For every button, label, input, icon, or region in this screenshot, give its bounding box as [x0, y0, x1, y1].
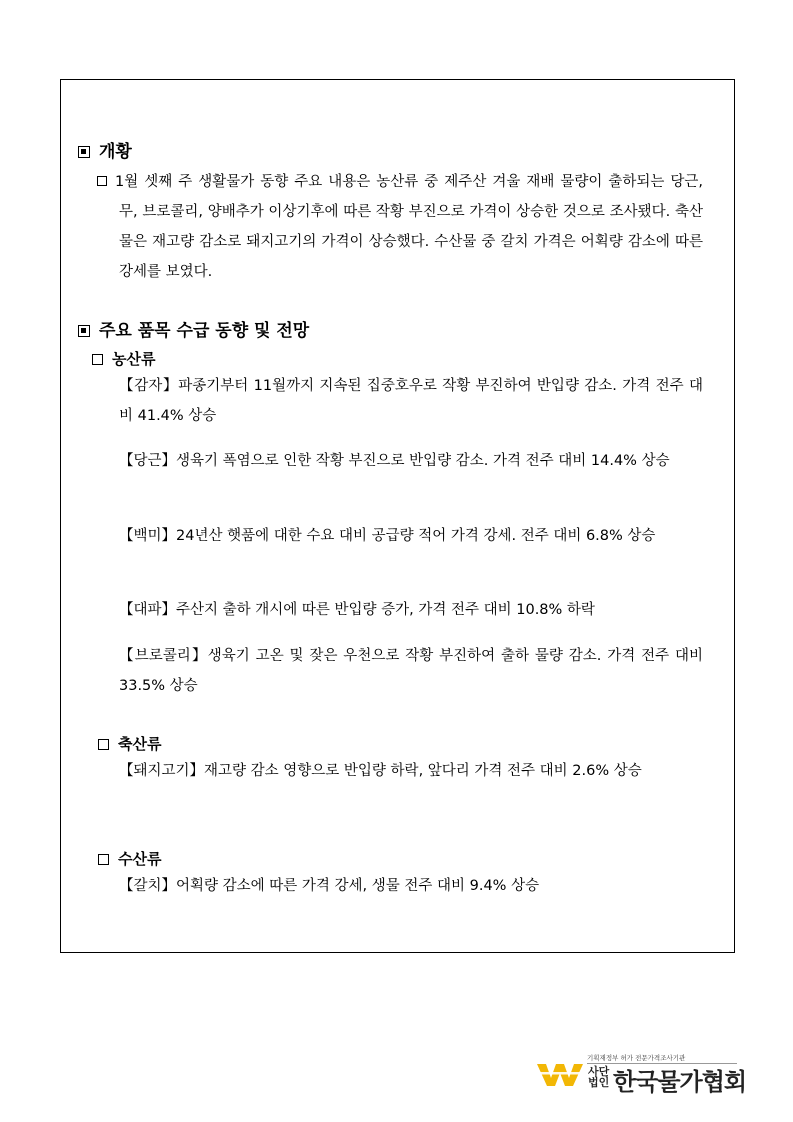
organization-logo	[537, 1054, 747, 1096]
list-item	[119, 871, 703, 901]
empty-square-icon	[98, 854, 109, 865]
livestock-heading	[98, 733, 161, 754]
list-item	[119, 521, 703, 551]
item-text: 생육기 고온 및 잦은 우천으로 작황 부진하여 출하 물량 감소. 가격 전주 대비 33.5% 상승	[119, 648, 703, 694]
logo-tagline: 기획재정부 허가 전문가격조사기관	[587, 1054, 686, 1062]
item-text: 파종기부터 11월까지 지속된 집중호우로 작황 부진하여 반입량 감소. 가격 전주 대비 41.4% 상승	[119, 378, 703, 424]
list-item	[119, 756, 703, 786]
list-item	[119, 371, 703, 431]
overview-text: 1월 셋째 주 생활물가 동향 주요 내용은 농산류 중 제주산 겨울 재배 물량이 출하되는 당근, 무, 브로콜리, 양배추가 이상기후에 따른 작황 부진으로 가격이 상승한 것으로 조사됐다. 축산물은 재고량 감소로 돼지고기의 가격이 상승했다. 수산물 중 갈치 가격은 어획량 감소에 따른 강세를 보였다.	[115, 174, 703, 280]
filled-square-icon	[78, 146, 90, 158]
item-tag: 【갈치】	[119, 878, 177, 894]
logo-prefix	[588, 1066, 609, 1088]
item-text: 주산지 출하 개시에 따른 반입량 증가, 가격 전주 대비 10.8% 하락	[176, 602, 595, 618]
logo-name: 한국물가협회	[613, 1068, 747, 1096]
list-item	[119, 595, 703, 625]
logo-mark-icon	[537, 1064, 583, 1086]
item-text: 어획량 감소에 따른 가격 강세, 생물 전주 대비 9.4% 상승	[176, 878, 540, 894]
list-item	[119, 641, 703, 701]
main-heading-text: 주요 품목 수급 동향 및 전망	[99, 321, 310, 341]
fishery-heading-text: 수산류	[118, 850, 162, 868]
overview-heading-text: 개황	[99, 142, 132, 162]
item-tag: 【돼지고기】	[119, 763, 205, 779]
overview-paragraph	[97, 167, 703, 287]
empty-square-icon	[97, 176, 107, 186]
item-tag: 【당근】	[119, 453, 177, 469]
main-heading	[78, 316, 309, 341]
filled-square-icon	[78, 325, 90, 337]
item-tag: 【백미】	[119, 528, 177, 544]
fishery-heading	[98, 848, 161, 869]
logo-prefix-top: 사단	[588, 1065, 610, 1078]
item-tag: 【대파】	[119, 602, 177, 618]
list-item	[119, 446, 703, 476]
item-text: 24년산 햇품에 대한 수요 대비 공급량 적어 가격 강세. 전주 대비 6.8% 상승	[176, 528, 656, 544]
livestock-heading-text: 축산류	[118, 735, 162, 753]
empty-square-icon	[92, 354, 103, 365]
item-text: 재고량 감소 영향으로 반입량 하락, 앞다리 가격 전주 대비 2.6% 상승	[204, 763, 642, 779]
agri-heading	[92, 348, 155, 369]
item-text: 생육기 폭염으로 인한 작황 부진으로 반입량 감소. 가격 전주 대비 14.4% 상승	[176, 453, 670, 469]
agri-heading-text: 농산류	[112, 350, 156, 368]
item-tag: 【브로콜리】	[119, 648, 208, 664]
logo-prefix-bottom: 법인	[588, 1076, 610, 1089]
overview-heading	[78, 137, 132, 162]
item-tag: 【감자】	[119, 378, 179, 394]
empty-square-icon	[98, 739, 109, 750]
